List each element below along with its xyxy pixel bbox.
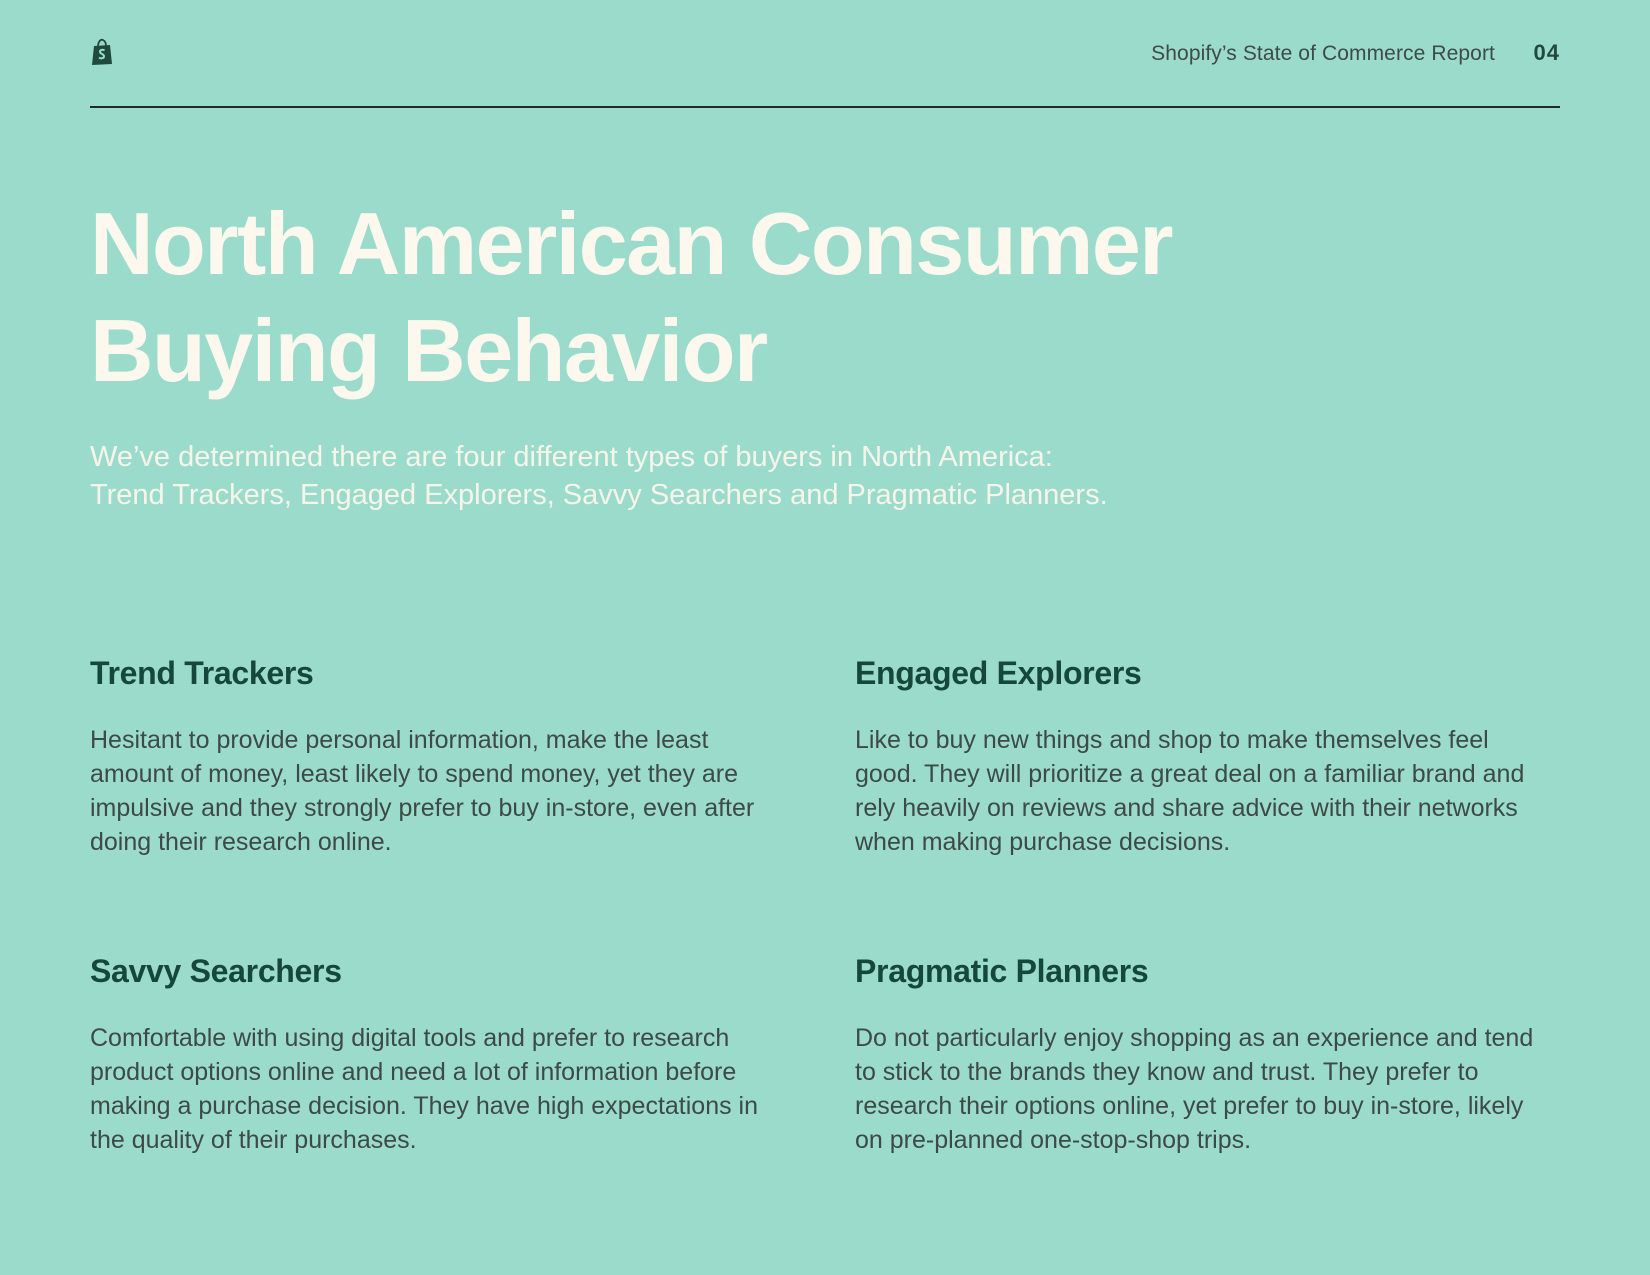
intro-line-1: We’ve determined there are four different types of buyers in North America:: [90, 441, 1053, 473]
report-title: Shopify’s State of Commerce Report: [1151, 42, 1495, 65]
section-heading: Engaged Explorers: [855, 655, 1142, 691]
intro-line-2: Trend Trackers, Engaged Explorers, Savvy Searchers and Pragmatic Planners.: [90, 479, 1108, 511]
section-body: Like to buy new things and shop to make themselves feel good. They will prioritize a great deal on a familiar brand and rely heavily on reviews and share advice with their networks when making purchase decisions.: [855, 726, 1525, 856]
section-body: Do not particularly enjoy shopping as an experience and tend to stick to the brands they know and trust. They prefer to research their options online, yet prefer to buy in-store, likely on pre-planned one-stop-shop trips.: [855, 1024, 1534, 1154]
section-engaged-explorers: [855, 653, 1555, 859]
section-pragmatic-planners: [855, 951, 1555, 1157]
section-heading: Trend Trackers: [90, 655, 314, 691]
page-title: [90, 190, 1390, 404]
page-header: [90, 36, 1560, 106]
section-body: Hesitant to provide personal information, make the least amount of money, least likely to spend money, yet they are impulsive and they strongly prefer to buy in-store, even after doing their research online.: [90, 726, 755, 856]
intro-paragraph: [90, 438, 1390, 514]
shopify-bag-icon: [90, 38, 114, 66]
section-heading: Pragmatic Planners: [855, 953, 1149, 989]
section-heading: Savvy Searchers: [90, 953, 342, 989]
section-trend-trackers: [90, 653, 790, 859]
page-title-line-2: Buying Behavior: [90, 301, 767, 400]
header-divider: [90, 106, 1560, 108]
page-number: 04: [1533, 40, 1560, 65]
report-page: [90, 0, 1560, 1275]
page-title-line-1: North American Consumer: [90, 194, 1172, 293]
section-body: Comfortable with using digital tools and prefer to research product options online and need a lot of information before making a purchase decision. They have high expectations in the quality of their purchases.: [90, 1024, 759, 1154]
section-savvy-searchers: [90, 951, 790, 1157]
